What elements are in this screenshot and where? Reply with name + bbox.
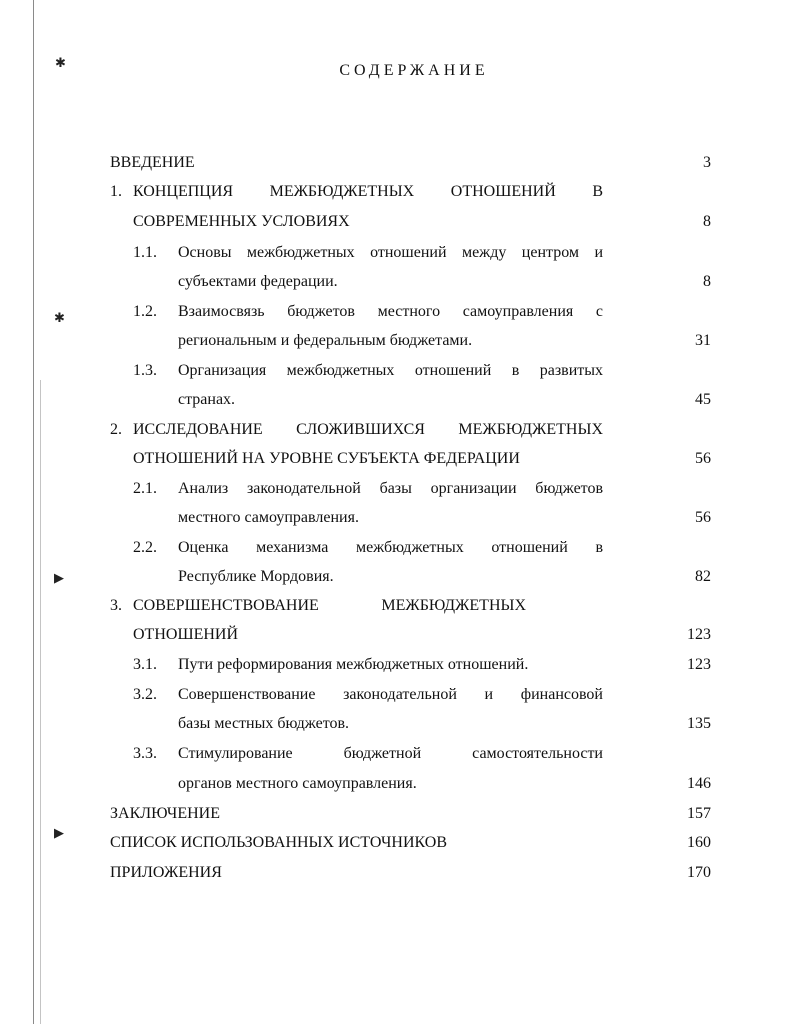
toc-section-number: 1.2. <box>133 303 157 320</box>
toc-chapter-2 <box>0 419 792 441</box>
toc-entry-title: ПРИЛОЖЕНИЯ <box>110 864 222 881</box>
toc-section-2-1 <box>0 478 792 500</box>
toc-section-2-2-cont <box>0 566 792 588</box>
toc-section-title: Оценка механизма межбюджетных отношений в <box>178 539 603 556</box>
toc-entry-introduction <box>0 152 792 174</box>
toc-section-number: 2.2. <box>133 539 157 556</box>
toc-page-number: 3 <box>703 154 711 171</box>
toc-section-title: Организация межбюджетных отношений в развитых <box>178 362 603 379</box>
toc-section-title: органов местного самоуправления. <box>178 775 417 792</box>
toc-page-number: 82 <box>695 568 711 585</box>
toc-section-number: 2.1. <box>133 480 157 497</box>
toc-section-number: 1.1. <box>133 244 157 261</box>
toc-entry-conclusion <box>0 803 792 825</box>
toc-section-title: Взаимосвязь бюджетов местного самоуправления с <box>178 303 603 320</box>
toc-chapter-number: 3. <box>110 597 122 614</box>
toc-section-3-2-cont <box>0 713 792 735</box>
toc-section-3-3-cont <box>0 773 792 795</box>
toc-section-2-1-cont <box>0 507 792 529</box>
toc-section-1-2-cont <box>0 330 792 352</box>
toc-page-number: 170 <box>687 864 711 881</box>
toc-chapter-title: ОТНОШЕНИЙ НА УРОВНЕ СУБЪЕКТА ФЕДЕРАЦИИ <box>133 450 520 467</box>
toc-chapter-number: 2. <box>110 421 122 438</box>
binding-hole-icon: ▶ <box>54 570 64 585</box>
toc-chapter-title: СОВРЕМЕННЫХ УСЛОВИЯХ <box>133 213 350 230</box>
toc-entry-appendices <box>0 862 792 884</box>
toc-section-title: местного самоуправления. <box>178 509 359 526</box>
toc-section-title: Анализ законодательной базы организации бюджетов <box>178 480 603 497</box>
toc-page-number: 157 <box>687 805 711 822</box>
binding-hole-icon: ✱ <box>55 55 66 70</box>
toc-section-title: субъектами федерации. <box>178 273 338 290</box>
toc-page-number: 146 <box>687 775 711 792</box>
toc-section-title: Стимулирование бюджетной самостоятельности <box>178 745 603 762</box>
toc-section-number: 3.1. <box>133 656 157 673</box>
toc-section-1-3 <box>0 360 792 382</box>
toc-section-title: Совершенствование законодательной и финансовой <box>178 686 603 703</box>
binding-hole-icon: ✱ <box>54 310 65 325</box>
toc-section-3-3 <box>0 743 792 765</box>
toc-chapter-title: СОВЕРШЕНСТВОВАНИЕ МЕЖБЮДЖЕТНЫХ <box>133 597 526 614</box>
toc-section-3-1 <box>0 654 792 676</box>
toc-section-number: 1.3. <box>133 362 157 379</box>
toc-section-number: 3.2. <box>133 686 157 703</box>
toc-page-number: 45 <box>695 391 711 408</box>
toc-section-1-2 <box>0 301 792 323</box>
toc-entry-title: ВВЕДЕНИЕ <box>110 154 195 171</box>
toc-section-2-2 <box>0 537 792 559</box>
toc-entry-title: СПИСОК ИСПОЛЬЗОВАННЫХ ИСТОЧНИКОВ <box>110 834 448 851</box>
toc-chapter-2-cont <box>0 448 792 470</box>
toc-page-number: 123 <box>687 626 711 643</box>
toc-section-1-1-cont <box>0 271 792 293</box>
binding-hole-icon: ▶ <box>54 825 64 840</box>
toc-section-3-2 <box>0 684 792 706</box>
toc-chapter-1-cont <box>0 211 792 233</box>
toc-section-title: базы местных бюджетов. <box>178 715 350 732</box>
toc-section-title: Республике Мордовия. <box>178 568 334 585</box>
toc-page-number: 56 <box>695 509 711 526</box>
toc-chapter-3 <box>0 595 792 617</box>
toc-section-number: 3.3. <box>133 745 157 762</box>
toc-entry-references <box>0 832 792 854</box>
toc-entry-title: ЗАКЛЮЧЕНИЕ <box>110 805 220 822</box>
toc-chapter-title: ОТНОШЕНИЙ <box>133 626 239 643</box>
toc-chapter-title: ИССЛЕДОВАНИЕ СЛОЖИВШИХСЯ МЕЖБЮДЖЕТНЫХ <box>133 421 603 438</box>
toc-chapter-1 <box>0 181 792 203</box>
toc-page-number: 31 <box>695 332 711 349</box>
toc-page-number: 160 <box>687 834 711 851</box>
toc-chapter-3-cont <box>0 624 792 646</box>
toc-section-title: региональным и федеральным бюджетами. <box>178 332 473 349</box>
toc-chapter-title: КОНЦЕПЦИЯ МЕЖБЮДЖЕТНЫХ ОТНОШЕНИЙ В <box>133 183 603 200</box>
toc-section-1-1 <box>0 242 792 264</box>
toc-page-number: 8 <box>703 213 711 230</box>
page-title: СОДЕРЖАНИЕ <box>339 62 489 79</box>
toc-page-number: 123 <box>687 656 711 673</box>
toc-section-title: Основы межбюджетных отношений между центром и <box>178 244 603 261</box>
toc-section-title: Пути реформирования межбюджетных отношений. <box>178 656 529 673</box>
toc-page-number: 135 <box>687 715 711 732</box>
toc-section-title: странах. <box>178 391 236 408</box>
toc-section-1-3-cont <box>0 389 792 411</box>
toc-page-number: 8 <box>703 273 711 290</box>
toc-page-number: 56 <box>695 450 711 467</box>
toc-chapter-number: 1. <box>110 183 122 200</box>
